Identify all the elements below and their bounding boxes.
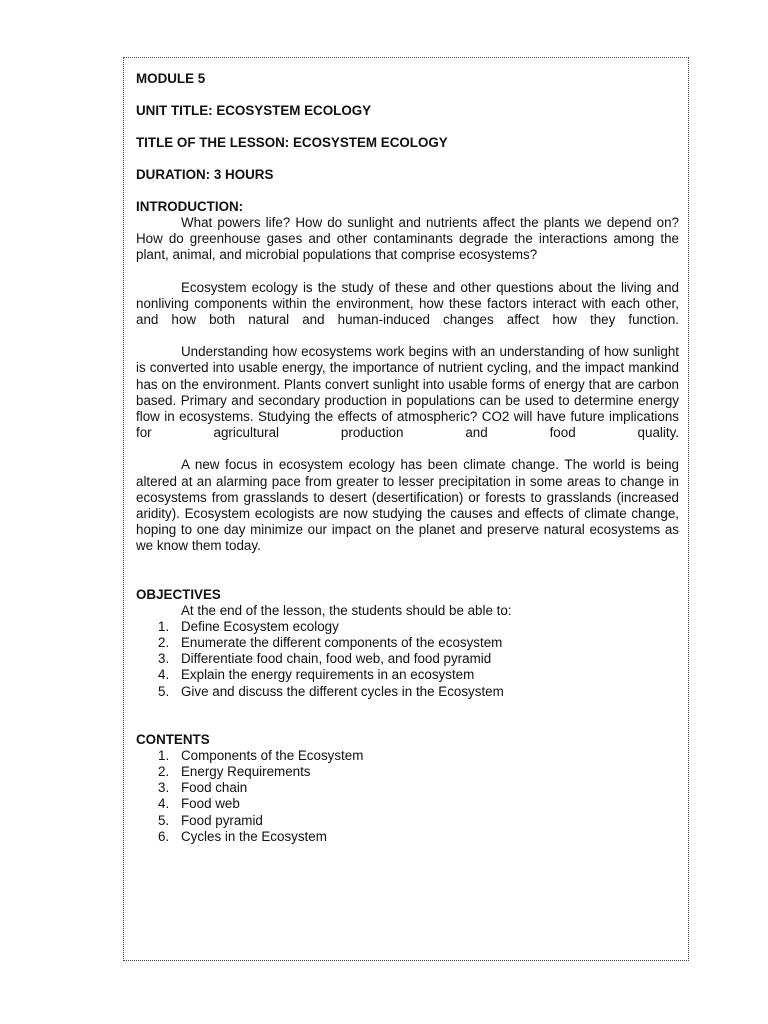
- list-item: [136, 813, 679, 829]
- list-number: 4.: [158, 796, 170, 812]
- introduction-paragraph: What powers life? How do sunlight and nutrients affect the plants we depend on? How do greenhouse gases and other contaminants degrade the interactions among the plant, animal, and microbial populations that comprise ecosystems?: [136, 215, 679, 263]
- list-item-text: Give and discuss the different cycles in the Ecosystem: [181, 683, 504, 699]
- list-number: 4.: [158, 667, 170, 683]
- objectives-list: [136, 619, 679, 700]
- list-number: 5.: [158, 683, 170, 699]
- list-item: [136, 651, 679, 667]
- list-item-text: Explain the energy requirements in an ecosystem: [181, 667, 475, 683]
- list-number: 1.: [158, 747, 170, 763]
- list-item: [136, 780, 679, 796]
- objectives-intro: At the end of the lesson, the students should be able to:: [181, 602, 512, 618]
- list-item: [136, 635, 679, 651]
- list-item: [136, 684, 679, 700]
- module-heading: MODULE 5: [136, 71, 206, 86]
- list-item: [136, 829, 679, 845]
- list-item-text: Cycles in the Ecosystem: [181, 828, 327, 844]
- list-item-text: Food pyramid: [181, 812, 263, 828]
- list-item-text: Components of the Ecosystem: [181, 747, 364, 763]
- list-item: [136, 619, 679, 635]
- contents-heading: CONTENTS: [136, 731, 210, 747]
- introduction-heading: INTRODUCTION:: [136, 199, 244, 214]
- lesson-title: TITLE OF THE LESSON: ECOSYSTEM ECOLOGY: [136, 135, 448, 150]
- duration: DURATION: 3 HOURS: [136, 167, 274, 182]
- list-number: 1.: [158, 618, 170, 634]
- introduction-paragraph: Ecosystem ecology is the study of these and other questions about the living and nonliving components within the environment, how these factors interact with each other, and how both natural and human-induced changes affect how they function.: [136, 279, 679, 328]
- list-item: [136, 764, 679, 780]
- list-item-text: Define Ecosystem ecology: [181, 618, 339, 634]
- introduction-paragraph: Understanding how ecosystems work begins with an understanding of how sunlight is converted into usable energy, the importance of nutrient cycling, and the impact mankind has on the environment. Plants convert sunlight into usable forms of energy that are carbon based. Primary and secondary production in populations can be used to determine energy flow in ecosystems. Studying the effects of atmospheric? CO2 will have future implications for agricultural production and food quality.: [136, 344, 679, 441]
- list-number: 6.: [158, 828, 170, 844]
- list-item-text: Food web: [181, 796, 240, 812]
- list-number: 5.: [158, 812, 170, 828]
- list-item: [136, 667, 679, 683]
- list-item-text: Differentiate food chain, food web, and food pyramid: [181, 651, 492, 667]
- introduction-section: [136, 199, 679, 555]
- list-number: 3.: [158, 780, 170, 796]
- objectives-heading: OBJECTIVES: [136, 586, 221, 602]
- unit-title: UNIT TITLE: ECOSYSTEM ECOLOGY: [136, 103, 372, 118]
- contents-list: [136, 748, 679, 845]
- list-number: 3.: [158, 651, 170, 667]
- document-body: [136, 71, 679, 845]
- introduction-paragraph: A new focus in ecosystem ecology has been climate change. The world is being altered at an alarming pace from greater to lesser precipitation in some areas to change in ecosystems from grasslands to desert (desertification) or forests to grasslands (increased aridity). Ecosystem ecologists are now studying the causes and effects of climate change, hoping to one day minimize our impact on the planet and preserve natural ecosystems as we know them today.: [136, 457, 679, 554]
- list-item-text: Enumerate the different components of the ecosystem: [181, 635, 503, 651]
- list-item-text: Food chain: [181, 780, 248, 796]
- list-item-text: Energy Requirements: [181, 764, 311, 780]
- list-number: 2.: [158, 635, 170, 651]
- contents-section: [136, 732, 679, 845]
- list-item: [136, 796, 679, 812]
- objectives-section: [136, 587, 679, 700]
- list-item: [136, 748, 679, 764]
- list-number: 2.: [158, 764, 170, 780]
